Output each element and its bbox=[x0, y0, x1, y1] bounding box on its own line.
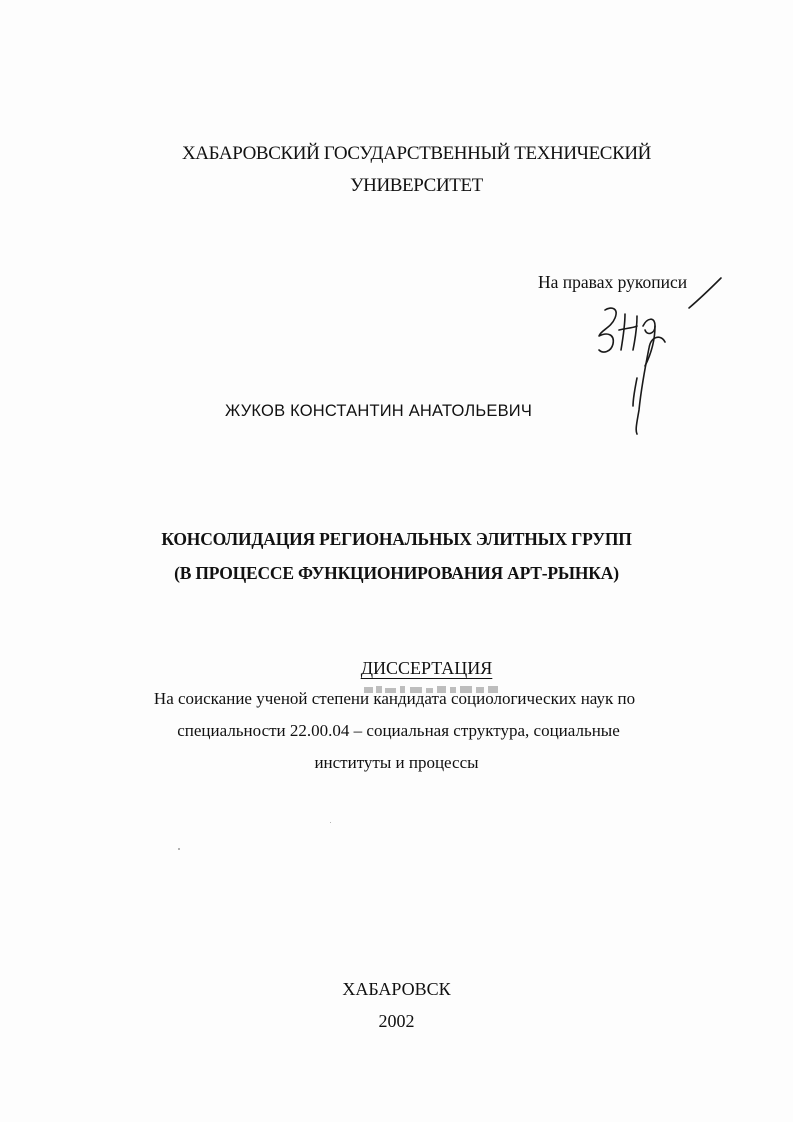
university-name-line1: ХАБАРОВСКИЙ ГОСУДАРСТВЕННЫЙ ТЕХНИЧЕСКИЙ bbox=[181, 143, 651, 164]
manuscript-rights-note: На правах рукописи bbox=[538, 272, 688, 292]
publication-year: 2002 bbox=[378, 1011, 415, 1031]
scan-speck bbox=[330, 822, 331, 823]
document-type-heading: ДИССЕРТАЦИЯ bbox=[360, 658, 493, 678]
degree-description-line2: специальности 22.00.04 – социальная структура, социальные bbox=[177, 721, 620, 740]
thesis-title-line1: КОНСОЛИДАЦИЯ РЕГИОНАЛЬНЫХ ЭЛИТНЫХ ГРУПП bbox=[161, 529, 632, 549]
city-name: ХАБАРОВСК bbox=[342, 979, 451, 999]
scan-speck bbox=[178, 848, 180, 850]
degree-description-line3: институты и процессы bbox=[314, 753, 479, 772]
thesis-title-line2: (В ПРОЦЕССЕ ФУНКЦИОНИРОВАНИЯ АРТ-РЫНКА) bbox=[174, 563, 619, 583]
author-name: ЖУКОВ КОНСТАНТИН АНАТОЛЬЕВИЧ bbox=[224, 402, 533, 420]
university-name-line2: УНИВЕРСИТЕТ bbox=[350, 175, 483, 196]
degree-description-line1: На соискание ученой степени кандидата социологических наук по bbox=[153, 689, 636, 708]
